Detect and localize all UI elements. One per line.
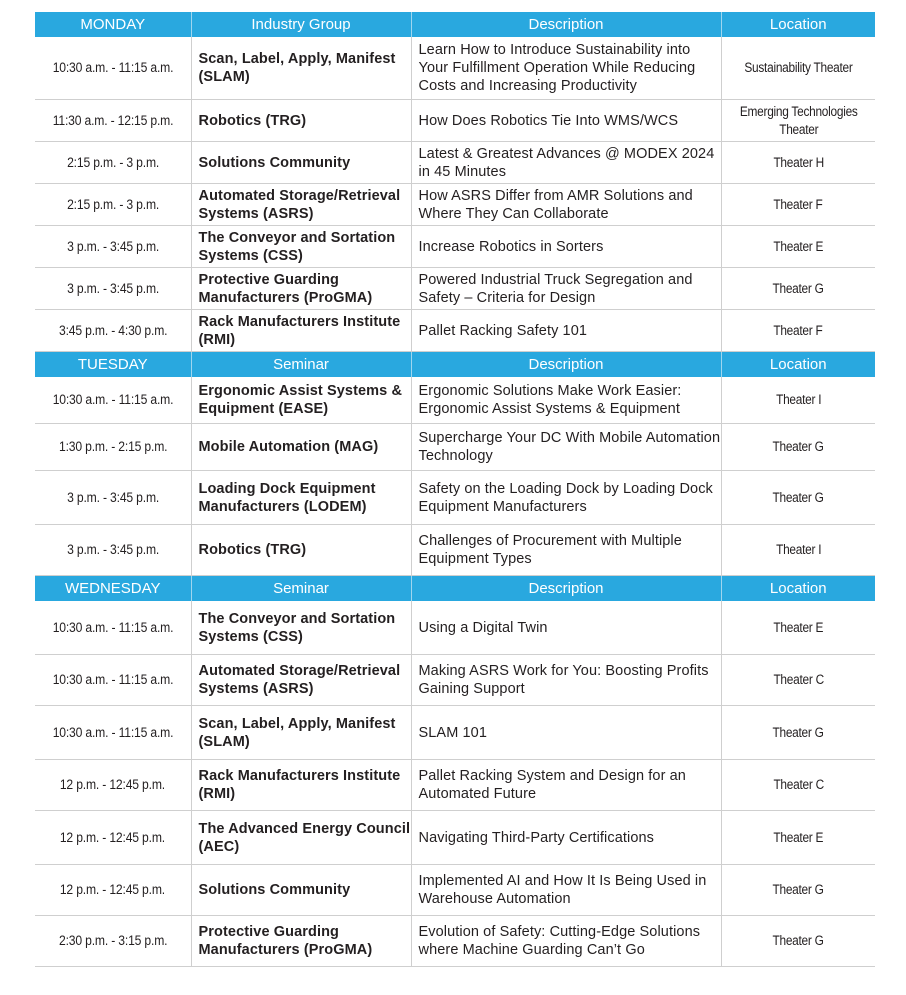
session-time-cell [35,100,191,142]
session-description: How Does Robotics Tie Into WMS/WCS [411,100,721,142]
session-description: SLAM 101 [411,706,721,760]
session-description: Using a Digital Twin [411,601,721,655]
session-location: Theater E [773,238,824,254]
session-row [35,601,875,655]
session-group: Automated Storage/Retrieval Systems (ASRS) [191,655,411,706]
session-time: 2:30 p.m. - 3:15 p.m. [58,933,167,948]
group-column-header: Seminar [191,576,411,602]
session-group: Solutions Community [191,142,411,184]
session-row [35,37,875,100]
session-location: Theater E [773,829,824,845]
session-description: Safety on the Loading Dock by Loading Dock Equipment Manufacturers [411,471,721,525]
schedule-table [35,12,875,967]
session-location-cell [721,268,875,310]
session-time: 3 p.m. - 3:45 p.m. [66,542,159,557]
session-time-cell [35,424,191,471]
session-location-cell [721,655,875,706]
description-column-header: Description [411,352,721,378]
location-column-header: Location [721,12,875,37]
session-description: Learn How to Introduce Sustainability into Your Fulfillment Operation While Reducing Costs and Increasing Productivity [411,37,721,100]
group-column-header: Seminar [191,352,411,378]
session-time-cell [35,226,191,268]
session-location: Theater I [775,542,821,557]
session-location-cell [721,310,875,352]
session-time: 1:30 p.m. - 2:15 p.m. [58,439,167,454]
session-time: 3 p.m. - 3:45 p.m. [66,489,159,505]
session-time: 10:30 a.m. - 11:15 a.m. [52,724,174,740]
session-group: The Conveyor and Sortation Systems (CSS) [191,601,411,655]
session-location-cell [721,226,875,268]
session-row [35,377,875,424]
session-location: Theater G [772,882,824,897]
session-location: Theater G [772,280,824,296]
session-time-cell [35,811,191,865]
session-location: Theater G [772,439,824,454]
session-description: Evolution of Safety: Cutting-Edge Solutions where Machine Guarding Can’t Go [411,916,721,967]
session-location-cell [721,100,875,142]
session-location-cell [721,760,875,811]
session-location: Sustainability Theater [744,60,853,75]
session-row [35,916,875,967]
session-location-cell [721,865,875,916]
session-description: Latest & Greatest Advances @ MODEX 2024 in 45 Minutes [411,142,721,184]
session-row [35,760,875,811]
session-location-cell [721,916,875,967]
session-time-cell [35,525,191,576]
session-group: The Advanced Energy Council (AEC) [191,811,411,865]
session-time: 12 p.m. - 12:45 p.m. [60,829,166,845]
session-time-cell [35,142,191,184]
session-group: Loading Dock Equipment Manufacturers (LODEM) [191,471,411,525]
session-location: Theater F [773,322,823,338]
session-location-cell [721,377,875,424]
session-location: Theater I [775,392,821,407]
session-time-cell [35,310,191,352]
session-location-cell [721,601,875,655]
session-location-cell [721,471,875,525]
session-group: The Conveyor and Sortation Systems (CSS) [191,226,411,268]
session-group: Robotics (TRG) [191,100,411,142]
session-location: Emerging Technologies Theater [739,103,858,137]
schedule-body [35,12,875,967]
session-time-cell [35,184,191,226]
day-header-row [35,12,875,37]
session-location: Theater E [773,619,824,635]
session-location: Theater C [773,672,824,687]
session-time-cell [35,37,191,100]
session-row [35,184,875,226]
session-location-cell [721,184,875,226]
session-row [35,525,875,576]
session-row [35,811,875,865]
session-location-cell [721,811,875,865]
session-time: 10:30 a.m. - 11:15 a.m. [52,392,174,407]
location-column-header: Location [721,352,875,378]
session-description: Supercharge Your DC With Mobile Automation Technology [411,424,721,471]
session-description: Implemented AI and How It Is Being Used in Warehouse Automation [411,865,721,916]
session-description: Navigating Third-Party Certifications [411,811,721,865]
session-group: Protective Guarding Manufacturers (ProGMA) [191,916,411,967]
session-time: 3 p.m. - 3:45 p.m. [66,238,159,254]
session-row [35,865,875,916]
description-column-header: Description [411,576,721,602]
session-group: Protective Guarding Manufacturers (ProGMA) [191,268,411,310]
session-description: Making ASRS Work for You: Boosting Profits Gaining Support [411,655,721,706]
session-time-cell [35,916,191,967]
day-label: WEDNESDAY [35,576,191,602]
session-location: Theater C [773,777,824,792]
session-description: Ergonomic Solutions Make Work Easier: Ergonomic Assist Systems & Equipment [411,377,721,424]
day-label: MONDAY [35,12,191,37]
session-group: Solutions Community [191,865,411,916]
session-row [35,100,875,142]
session-group: Ergonomic Assist Systems & Equipment (EASE) [191,377,411,424]
session-location-cell [721,706,875,760]
session-description: How ASRS Differ from AMR Solutions and Where They Can Collaborate [411,184,721,226]
session-group: Scan, Label, Apply, Manifest (SLAM) [191,706,411,760]
session-description: Powered Industrial Truck Segregation and Safety – Criteria for Design [411,268,721,310]
session-row [35,655,875,706]
session-location: Theater G [772,933,824,948]
session-row [35,424,875,471]
session-description: Pallet Racking Safety 101 [411,310,721,352]
session-row [35,471,875,525]
session-location-cell [721,424,875,471]
session-row [35,310,875,352]
session-description: Pallet Racking System and Design for an Automated Future [411,760,721,811]
group-column-header: Industry Group [191,12,411,37]
session-location-cell [721,525,875,576]
day-label: TUESDAY [35,352,191,378]
session-group: Rack Manufacturers Institute (RMI) [191,310,411,352]
session-location-cell [721,142,875,184]
session-time: 10:30 a.m. - 11:15 a.m. [52,672,174,687]
session-time-cell [35,601,191,655]
session-group: Robotics (TRG) [191,525,411,576]
session-time-cell [35,268,191,310]
session-time: 2:15 p.m. - 3 p.m. [66,154,159,170]
description-column-header: Description [411,12,721,37]
session-location: Theater G [772,724,824,740]
session-description: Challenges of Procurement with Multiple Equipment Types [411,525,721,576]
session-time-cell [35,655,191,706]
session-time-cell [35,760,191,811]
session-description: Increase Robotics in Sorters [411,226,721,268]
day-header-row [35,576,875,602]
location-column-header: Location [721,576,875,602]
session-row [35,268,875,310]
session-time-cell [35,471,191,525]
session-time-cell [35,377,191,424]
session-time: 2:15 p.m. - 3 p.m. [66,196,159,212]
session-group: Rack Manufacturers Institute (RMI) [191,760,411,811]
session-location: Theater H [773,154,824,170]
session-location: Theater G [772,489,824,505]
session-row [35,706,875,760]
session-time: 3:45 p.m. - 4:30 p.m. [58,322,167,338]
session-time: 12 p.m. - 12:45 p.m. [60,882,166,897]
session-time-cell [35,706,191,760]
session-time: 12 p.m. - 12:45 p.m. [60,777,166,792]
session-time: 10:30 a.m. - 11:15 a.m. [52,619,174,635]
session-time: 11:30 a.m. - 12:15 p.m. [52,112,174,128]
session-group: Automated Storage/Retrieval Systems (ASRS) [191,184,411,226]
session-row [35,226,875,268]
session-time: 10:30 a.m. - 11:15 a.m. [52,60,174,75]
session-row [35,142,875,184]
session-group: Mobile Automation (MAG) [191,424,411,471]
session-location: Theater F [773,196,823,212]
session-time-cell [35,865,191,916]
session-group: Scan, Label, Apply, Manifest (SLAM) [191,37,411,100]
day-header-row [35,352,875,378]
session-time: 3 p.m. - 3:45 p.m. [66,280,159,296]
session-location-cell [721,37,875,100]
